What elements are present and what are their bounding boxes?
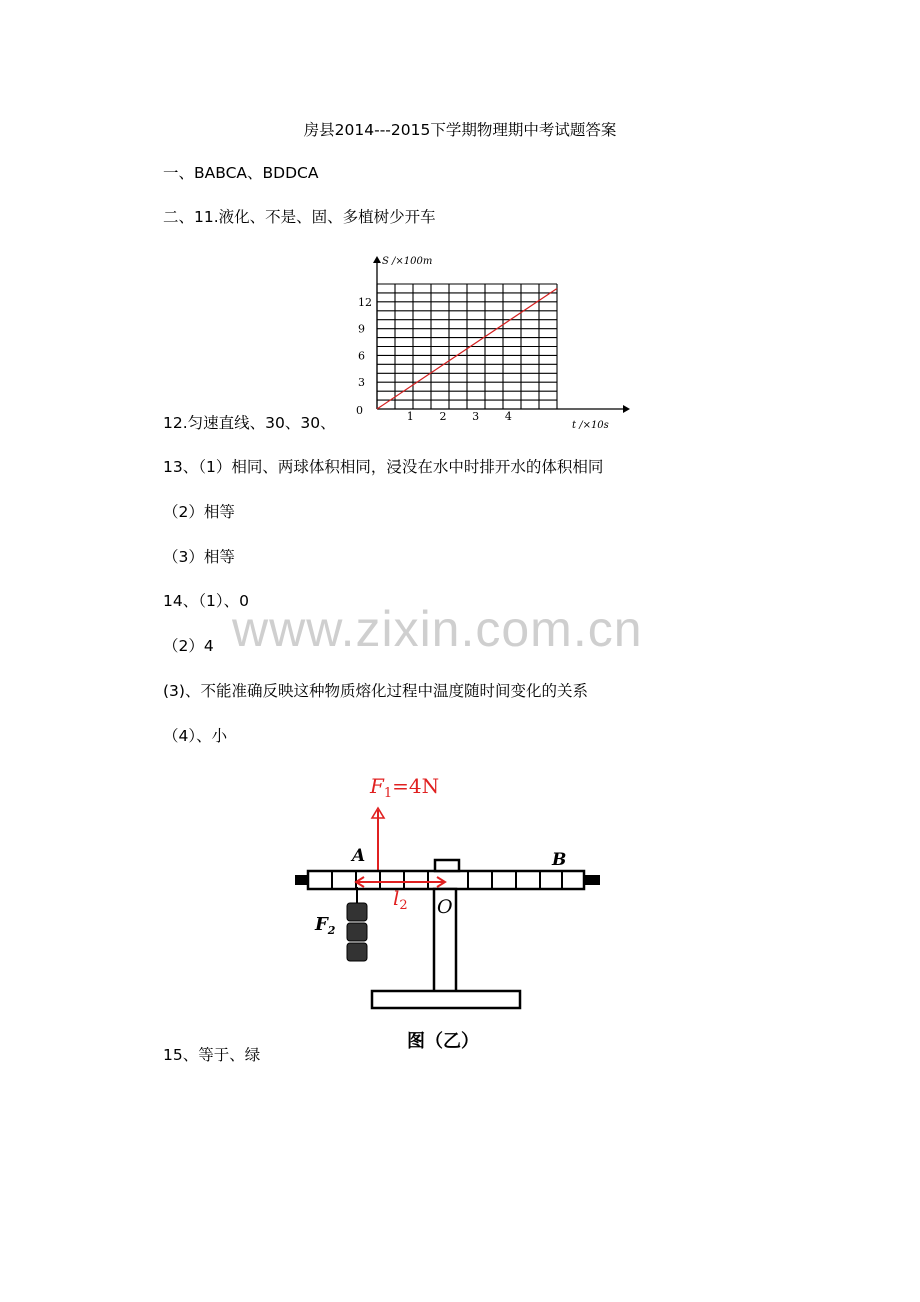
figure-caption: 图（乙） — [407, 1031, 479, 1052]
y-tick-label: 9 — [358, 322, 365, 336]
page-title: 房县2014---2015下学期物理期中考试题答案 — [303, 121, 617, 139]
watermark: www.zixin.com.cn — [232, 601, 643, 657]
x-axis-label: t /×10s — [572, 420, 609, 431]
y-tick-label: 12 — [358, 295, 372, 309]
x-tick-label: 4 — [504, 410, 512, 423]
x-tick-label: 1 — [406, 410, 414, 423]
y-axis-label: S /×100m — [382, 256, 433, 267]
lever-figure — [280, 765, 620, 1060]
answer-line-5: （2）相等 — [163, 503, 235, 521]
point-b-label: B — [552, 850, 567, 870]
y-tick-label: 3 — [358, 376, 365, 390]
origin-label: 0 — [356, 404, 363, 417]
answer-line-3: 12.匀速直线、30、30、 — [163, 414, 336, 432]
x-axis-arrow — [623, 405, 630, 413]
answer-line-4: 13、（1）相同、两球体积相同，浸没在水中时排开水的体积相同 — [163, 458, 604, 476]
x-tick-label: 2 — [439, 410, 447, 423]
answer-line-11: 15、等于、绿 — [163, 1046, 261, 1064]
y-tick-label: 6 — [358, 349, 365, 363]
answer-line-9: (3)、不能准确反映这种物质熔化过程中温度随时间变化的关系 — [163, 682, 588, 700]
answer-line-1: 一、BABCA、BDDCA — [163, 164, 319, 182]
stand-base — [372, 991, 520, 1008]
answer-line-6: （3）相等 — [163, 548, 235, 566]
answer-line-8: （2）4 — [163, 637, 214, 655]
answer-line-2: 二、11.液化、不是、固、多植树少开车 — [163, 208, 436, 226]
pivot-cap — [435, 860, 459, 871]
y-axis-arrow — [373, 256, 381, 263]
distance-time-chart — [340, 250, 640, 440]
answer-line-7: 14、（1）、0 — [163, 592, 249, 610]
arm-l2-label: $l_2$ — [393, 886, 408, 913]
pivot-o-label: O — [437, 896, 453, 918]
weight-stack — [347, 903, 367, 961]
force-f1-label: $F_1=4N$ — [370, 774, 440, 801]
answer-line-10: （4）、小 — [163, 727, 228, 745]
x-tick-label: 3 — [472, 410, 480, 423]
lever-end-right — [585, 875, 600, 885]
lever-bar — [308, 871, 584, 889]
weight-f2-label: $F_2$ — [315, 914, 336, 937]
point-a-label: A — [352, 846, 366, 866]
